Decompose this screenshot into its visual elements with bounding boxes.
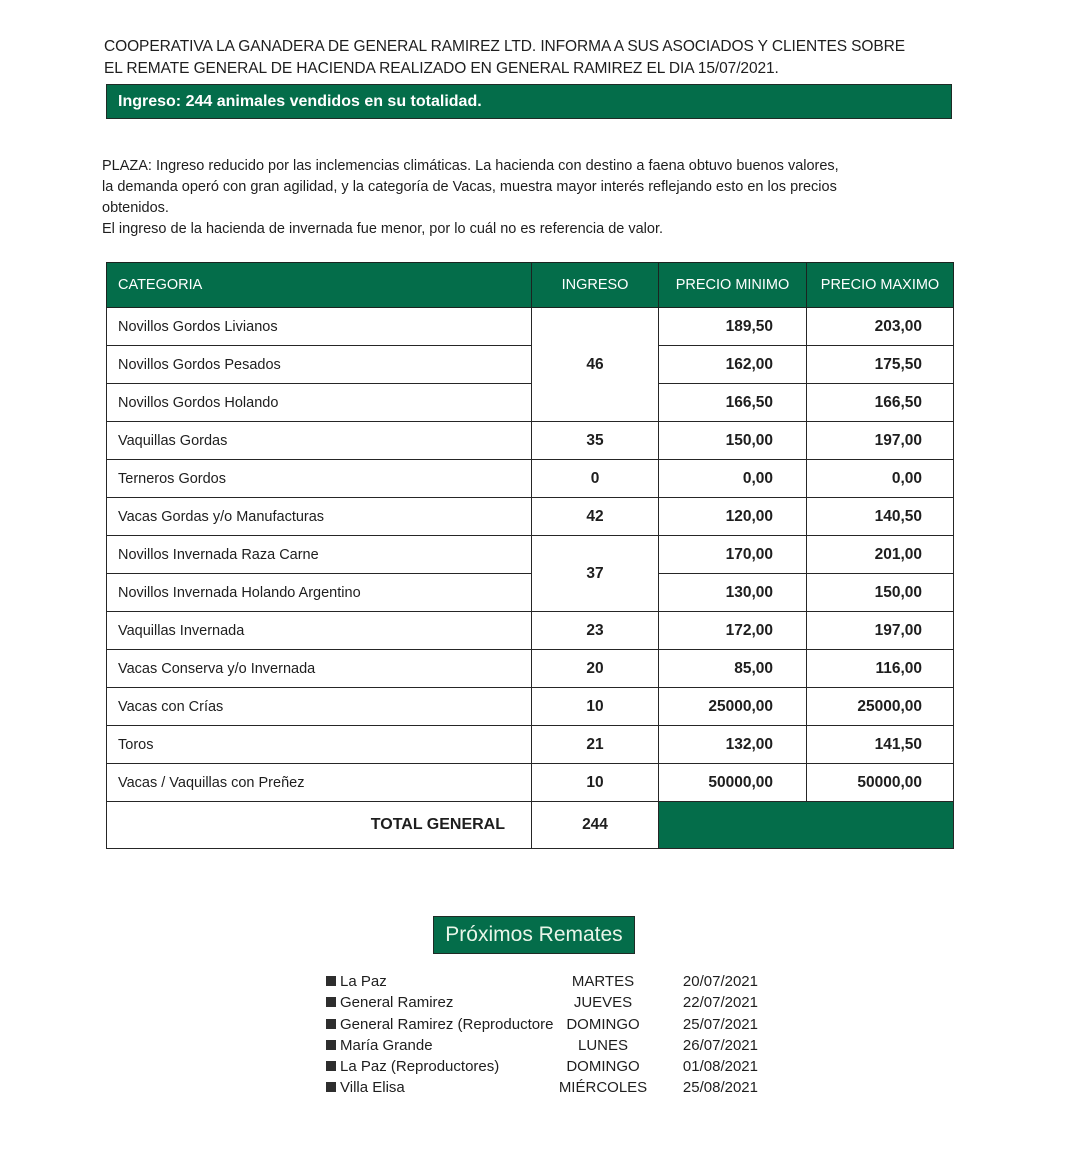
row-precio-maximo: 175,50	[807, 346, 954, 384]
row-ingreso: 23	[532, 612, 659, 650]
header-precio-minimo: PRECIO MINIMO	[659, 263, 807, 308]
row-precio-maximo: 150,00	[807, 574, 954, 612]
row-ingreso: 10	[532, 764, 659, 802]
list-item	[326, 992, 766, 1013]
auction-place: General Ramirez (Reproductore	[340, 1015, 554, 1033]
row-ingreso: 37	[532, 536, 659, 612]
plaza-line-4: El ingreso de la hacienda de invernada fue menor, por lo cuál no es referencia de valor.	[102, 221, 664, 237]
total-value: 244	[532, 802, 659, 849]
row-precio-maximo: 197,00	[807, 422, 954, 460]
table-row	[107, 764, 954, 802]
table-row	[107, 308, 954, 346]
row-categoria: Novillos Invernada Holando Argentino	[107, 574, 532, 612]
upcoming-auctions-list	[326, 971, 766, 1099]
row-precio-maximo: 203,00	[807, 308, 954, 346]
row-precio-minimo: 130,00	[659, 574, 807, 612]
list-item	[326, 1014, 766, 1035]
auction-day: JUEVES	[573, 994, 633, 1012]
square-bullet-icon	[326, 1061, 336, 1071]
row-precio-maximo: 0,00	[807, 460, 954, 498]
row-precio-minimo: 189,50	[659, 308, 807, 346]
square-bullet-icon	[326, 976, 336, 986]
list-item	[326, 1077, 766, 1098]
total-green-fill	[659, 802, 954, 849]
row-ingreso: 10	[532, 688, 659, 726]
row-precio-maximo: 116,00	[807, 650, 954, 688]
row-categoria: Vaquillas Gordas	[107, 422, 532, 460]
auction-results-table	[106, 262, 954, 849]
row-precio-maximo: 140,50	[807, 498, 954, 536]
auction-place: La Paz	[340, 973, 387, 990]
auction-date: 25/07/2021	[682, 1015, 758, 1033]
proximos-remates-title: Próximos Remates	[433, 916, 635, 954]
table-row	[107, 422, 954, 460]
header-line-1: COOPERATIVA LA GANADERA DE GENERAL RAMIREZ LTD. INFORMA A SUS ASOCIADOS Y CLIENTES SOBRE	[104, 38, 906, 55]
row-precio-maximo: 166,50	[807, 384, 954, 422]
row-categoria: Novillos Gordos Livianos	[107, 308, 532, 346]
row-categoria: Vacas Conserva y/o Invernada	[107, 650, 532, 688]
square-bullet-icon	[326, 1040, 336, 1050]
table-row	[107, 574, 954, 612]
auction-place: La Paz (Reproductores)	[340, 1058, 500, 1076]
plaza-line-3: obtenidos.	[102, 200, 169, 216]
auction-place: General Ramirez	[340, 994, 454, 1012]
row-categoria: Vacas / Vaquillas con Preñez	[107, 764, 532, 802]
row-precio-maximo: 141,50	[807, 726, 954, 764]
total-label: TOTAL GENERAL	[107, 802, 532, 849]
plaza-line-1: PLAZA: Ingreso reducido por las inclemencias climáticas. La hacienda con destino a faena obtuvo buenos valores,	[102, 158, 839, 174]
row-precio-minimo: 120,00	[659, 498, 807, 536]
auction-date: 25/08/2021	[682, 1079, 758, 1097]
row-categoria: Terneros Gordos	[107, 460, 532, 498]
row-ingreso: 35	[532, 422, 659, 460]
announcement-header	[104, 36, 938, 80]
auction-day: DOMINGO	[566, 1058, 640, 1076]
row-ingreso: 20	[532, 650, 659, 688]
table-row	[107, 650, 954, 688]
row-precio-maximo: 197,00	[807, 612, 954, 650]
auction-place: María Grande	[340, 1036, 433, 1054]
header-categoria: CATEGORIA	[107, 263, 532, 308]
square-bullet-icon	[326, 1019, 336, 1029]
row-precio-minimo: 85,00	[659, 650, 807, 688]
row-precio-minimo: 0,00	[659, 460, 807, 498]
row-ingreso: 46	[532, 308, 659, 422]
row-precio-minimo: 162,00	[659, 346, 807, 384]
row-ingreso: 0	[532, 460, 659, 498]
row-precio-minimo: 50000,00	[659, 764, 807, 802]
auction-day: MIÉRCOLES	[558, 1079, 648, 1097]
auction-day: MARTES	[571, 973, 635, 990]
square-bullet-icon	[326, 997, 336, 1007]
row-precio-minimo: 166,50	[659, 384, 807, 422]
header-line-2: EL REMATE GENERAL DE HACIENDA REALIZADO EN GENERAL RAMIREZ EL DIA 15/07/2021.	[104, 60, 779, 77]
row-categoria: Vacas Gordas y/o Manufacturas	[107, 498, 532, 536]
row-categoria: Novillos Gordos Holando	[107, 384, 532, 422]
ingreso-banner: Ingreso: 244 animales vendidos en su totalidad.	[106, 84, 952, 119]
header-ingreso: INGRESO	[532, 263, 659, 308]
square-bullet-icon	[326, 1082, 336, 1092]
row-precio-maximo: 50000,00	[807, 764, 954, 802]
row-ingreso: 21	[532, 726, 659, 764]
row-precio-minimo: 25000,00	[659, 688, 807, 726]
row-categoria: Toros	[107, 726, 532, 764]
list-item	[326, 971, 766, 992]
row-categoria: Vacas con Crías	[107, 688, 532, 726]
table-row	[107, 688, 954, 726]
auction-date: 26/07/2021	[682, 1036, 758, 1054]
list-item	[326, 1035, 766, 1056]
row-categoria: Vaquillas Invernada	[107, 612, 532, 650]
total-row	[107, 802, 954, 849]
row-precio-maximo: 25000,00	[807, 688, 954, 726]
row-precio-minimo: 132,00	[659, 726, 807, 764]
table-row	[107, 460, 954, 498]
row-categoria: Novillos Gordos Pesados	[107, 346, 532, 384]
row-precio-minimo: 150,00	[659, 422, 807, 460]
auction-date: 20/07/2021	[682, 973, 758, 990]
row-categoria: Novillos Invernada Raza Carne	[107, 536, 532, 574]
row-precio-minimo: 170,00	[659, 536, 807, 574]
plaza-commentary	[102, 156, 922, 240]
plaza-line-2: la demanda operó con gran agilidad, y la categoría de Vacas, muestra mayor interés reflejando esto en los precios	[102, 179, 837, 195]
auction-place: Villa Elisa	[340, 1079, 405, 1097]
table-row	[107, 498, 954, 536]
table-row	[107, 612, 954, 650]
auction-day: LUNES	[577, 1036, 629, 1054]
auction-date: 22/07/2021	[682, 994, 758, 1012]
row-precio-maximo: 201,00	[807, 536, 954, 574]
table-header-row	[107, 263, 954, 308]
table-row	[107, 726, 954, 764]
row-ingreso: 42	[532, 498, 659, 536]
list-item	[326, 1056, 766, 1077]
auction-date: 01/08/2021	[682, 1058, 758, 1076]
table-row	[107, 384, 954, 422]
table-row	[107, 536, 954, 574]
table-row	[107, 346, 954, 384]
header-precio-maximo: PRECIO MAXIMO	[807, 263, 954, 308]
auction-day: DOMINGO	[566, 1015, 640, 1033]
row-precio-minimo: 172,00	[659, 612, 807, 650]
